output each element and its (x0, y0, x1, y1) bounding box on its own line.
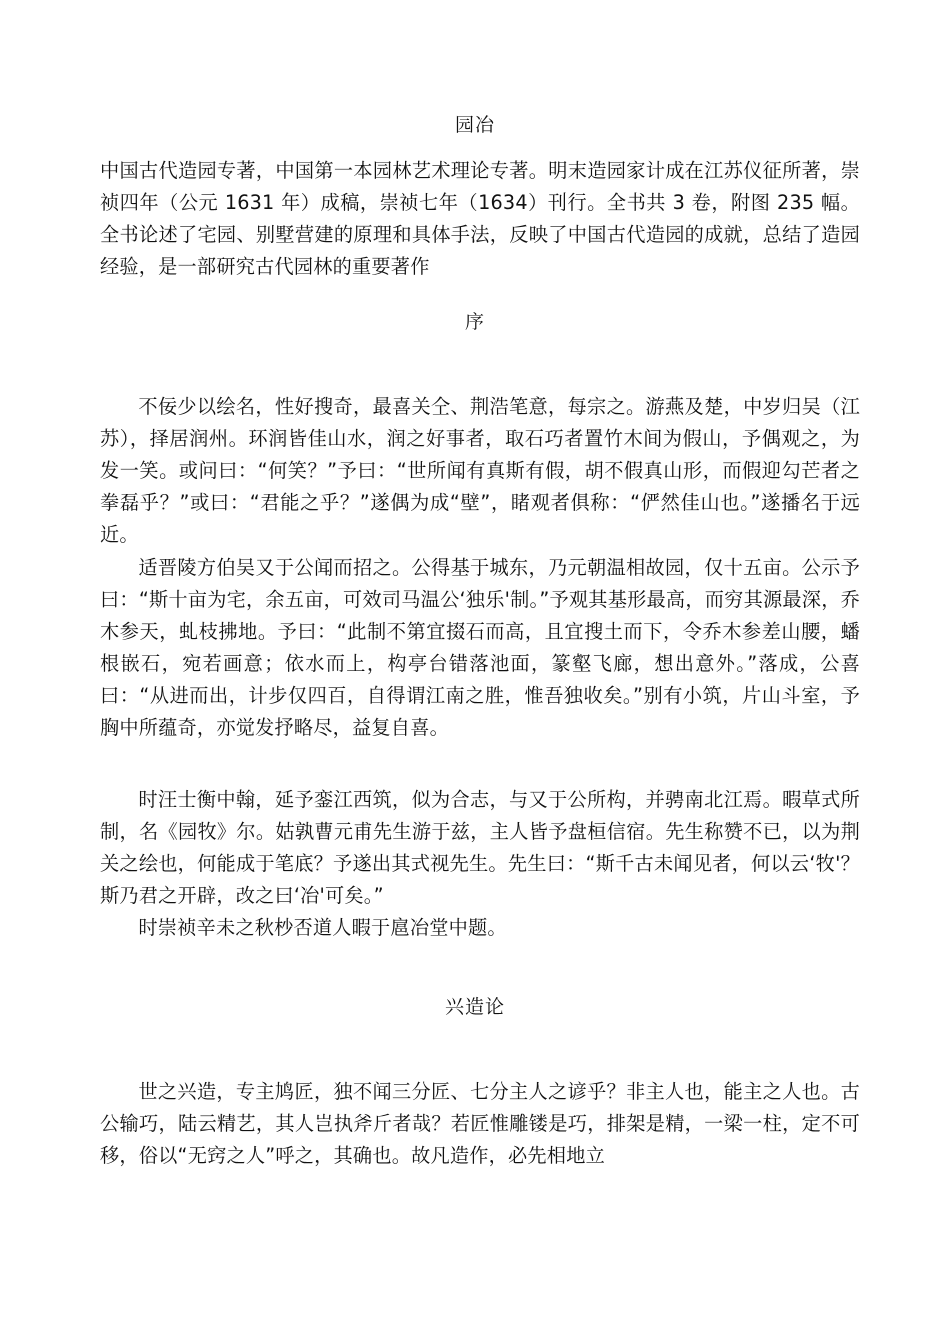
xingzao-paragraph: 世之兴造，专主鸠匠，独不闻三分匠、七分主人之谚乎？非主人也，能主之人也。古公输巧，陆云精艺，其人岂执斧斤者哉？若匠惟雕镂是巧，排架是精，一梁一柱，定不可移，俗以“无窍之人”呼之，其确也。故凡造作，必先相地立 (100, 1080, 860, 1167)
document-title: 园冶 (454, 114, 495, 136)
preface-paragraph: 适晋陵方伯吴又于公闻而招之。公得基于城东，乃元朝温相故园，仅十五亩。公示予曰：“斯十亩为宅，余五亩，可效司马温公‘独乐'制。”予观其基形最高，而穷其源最深，乔木参天，虬枝拂地。予曰：“此制不第宜掇石而高，且宜搜土而下，令乔木参差山腰，蟠根嵌石，宛若画意；依水而上，构亭台错落池面，篆壑飞廊，想出意外。”落成，公喜曰：“从进而出，计步仅四百，自得谓江南之胜，惟吾独收矣。”别有小筑，片山斗室，予胸中所蕴奇，亦觉发抒略尽，益复自喜。 (100, 556, 860, 739)
xingzao-heading: 兴造论 (444, 996, 505, 1018)
intro-paragraph: 中国古代造园专著，中国第一本园林艺术理论专著。明末造园家计成在江苏仪征所著，崇祯四年（公元 1631 年）成稿，崇祯七年（1634）刊行。全书共 3 卷，附图 235 幅。全书论述了宅园、别墅营建的原理和具体手法，反映了中国古代造园的成就，总结了造园经验，是一部研究古代园林的重要著作 (100, 159, 860, 278)
preface-signature: 时崇祯辛未之秋杪否道人暇于扈冶堂中题。 (138, 916, 507, 939)
preface-paragraph: 不佞少以绘名，性好搜奇，最喜关仝、荆浩笔意，每宗之。游燕及楚，中岁归吴（江苏），择居润州。环润皆佳山水，润之好事者，取石巧者置竹木间为假山，予偶观之，为发一笑。或问曰：“何笑？”予曰：“世所闻有真斯有假，胡不假真山形，而假迎勾芒者之拳磊乎？”或曰：“君能之乎？”遂偶为成“壁”，睹观者俱称：“俨然佳山也。”遂播名于远近。 (100, 395, 860, 546)
preface-heading: 序 (464, 311, 485, 333)
preface-paragraph: 时汪士衡中翰，延予銮江西筑，似为合志，与又于公所构，并骋南北江焉。暇草式所制，名《园牧》尔。姑孰曹元甫先生游于兹，主人皆予盘桓信宿。先生称赞不已，以为荆关之绘也，何能成于笔底？予遂出其式视先生。先生曰：“斯千古未闻见者，何以云‘牧'？斯乃君之开辟，改之曰‘冶'可矣。” (100, 788, 860, 907)
